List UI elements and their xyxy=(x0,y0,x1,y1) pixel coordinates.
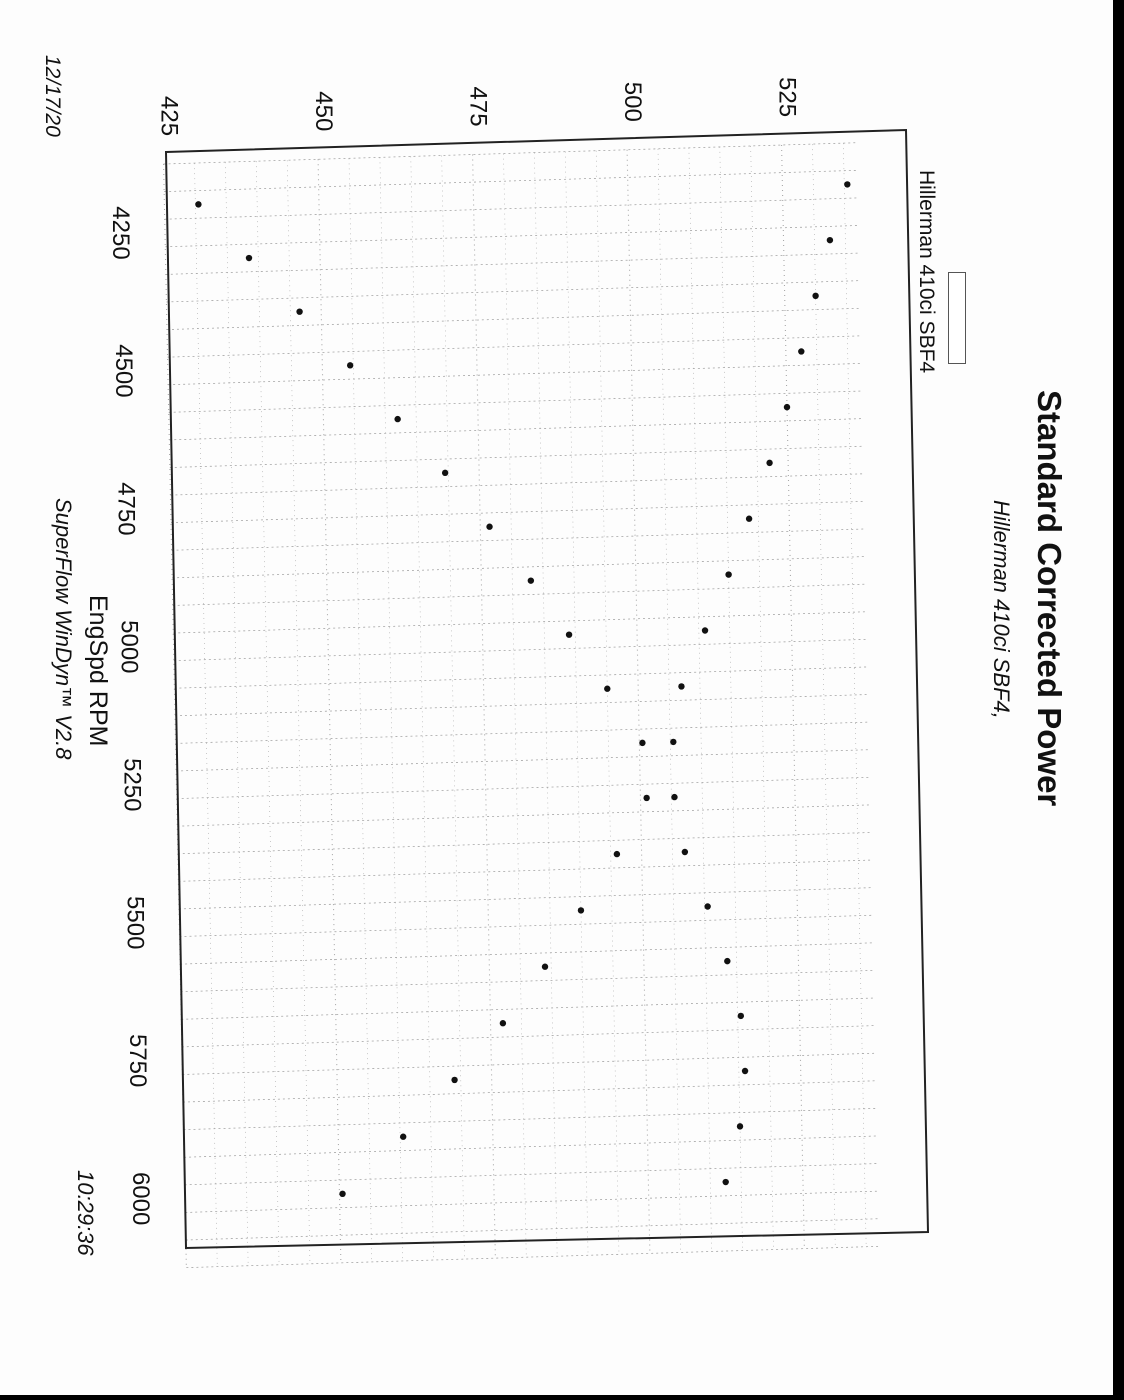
data-point-series-2 xyxy=(784,404,790,410)
data-point-series-1 xyxy=(442,470,448,476)
grid-line-rpm xyxy=(169,419,861,440)
grid-line-rpm xyxy=(180,943,872,964)
grid-line-rpm xyxy=(185,1164,877,1185)
grid-line-rpm xyxy=(178,832,870,853)
y-tick-label: 525 xyxy=(773,77,801,118)
grid-line-rpm xyxy=(176,750,868,771)
data-point-series-1 xyxy=(639,740,645,746)
grid-line-rpm xyxy=(182,1053,874,1074)
data-point-series-1 xyxy=(451,1077,457,1083)
data-point-series-2 xyxy=(812,293,818,299)
data-point-series-2 xyxy=(682,849,688,855)
grid-line-rpm xyxy=(177,777,869,798)
grid-line-rpm xyxy=(167,308,859,329)
x-tick-label: 5250 xyxy=(118,758,146,812)
data-point-series-2 xyxy=(723,1179,729,1185)
data-point-series-1 xyxy=(400,1134,406,1140)
x-axis-label: EngSpd RPM xyxy=(84,595,112,747)
data-point-series-1 xyxy=(394,416,400,422)
data-points xyxy=(195,181,850,1197)
axis-ticks xyxy=(107,77,801,1225)
grid-line-rpm xyxy=(172,529,864,550)
chart-title: Standard Corrected Power xyxy=(1031,390,1068,807)
print-date: 12/17/20 xyxy=(41,55,64,137)
grid-line-rpm xyxy=(177,805,869,826)
grid-line-rpm xyxy=(182,1026,874,1047)
data-point-series-1 xyxy=(195,201,201,207)
grid-line-rpm xyxy=(169,391,861,412)
grid-line-rpm xyxy=(186,1219,878,1240)
data-point-series-1 xyxy=(500,1020,506,1026)
data-point-series-1 xyxy=(542,964,548,970)
data-point-series-1 xyxy=(614,851,620,857)
data-point-series-2 xyxy=(827,237,833,243)
grid-line-rpm xyxy=(185,1191,877,1212)
grid-line-rpm xyxy=(173,612,865,633)
y-tick-label: 425 xyxy=(155,96,183,137)
grid-line-rpm xyxy=(178,860,870,881)
data-point-series-2 xyxy=(702,627,708,633)
grid-line-rpm xyxy=(164,143,856,164)
grid-line-rpm xyxy=(184,1136,876,1157)
data-point-series-1 xyxy=(566,631,572,637)
grid-line-rpm xyxy=(180,915,872,936)
grid-line-rpm xyxy=(181,998,873,1019)
grid-line-rpm xyxy=(166,281,858,302)
x-tick-label: 4250 xyxy=(107,206,134,260)
data-point-series-2 xyxy=(724,958,730,964)
x-tick-label: 5000 xyxy=(115,620,143,674)
data-point-series-1 xyxy=(604,686,610,692)
legend-swatch xyxy=(948,272,966,364)
grid-line-rpm xyxy=(174,667,866,688)
grid-line-rpm xyxy=(175,695,867,716)
chart-subtitle: Hillerman 410ci SBF4, xyxy=(989,500,1014,719)
data-point-series-1 xyxy=(486,524,492,530)
grid-line-rpm xyxy=(165,198,857,219)
grid-line-rpm xyxy=(165,226,857,247)
y-tick-label: 500 xyxy=(619,81,647,122)
grid-line-rpm xyxy=(168,336,860,357)
grid-line-rpm xyxy=(172,557,864,578)
grid-line-rpm xyxy=(170,446,862,467)
grid-line-rpm xyxy=(170,474,862,495)
data-point-series-2 xyxy=(844,181,850,187)
data-point-series-2 xyxy=(704,903,710,909)
data-point-series-1 xyxy=(347,362,353,368)
software-credit: SuperFlow WinDyn™ V2.8 xyxy=(51,498,76,760)
grid xyxy=(164,143,879,1268)
data-point-series-2 xyxy=(798,348,804,354)
data-point-series-2 xyxy=(671,794,677,800)
grid-line-rpm xyxy=(173,584,865,605)
grid-line-rpm xyxy=(184,1108,876,1129)
data-point-series-1 xyxy=(528,577,534,583)
x-tick-label: 5750 xyxy=(124,1034,152,1088)
x-tick-label: 6000 xyxy=(126,1171,154,1226)
data-point-series-1 xyxy=(296,308,302,314)
x-tick-label: 5500 xyxy=(121,896,149,950)
data-point-series-2 xyxy=(746,516,752,522)
legend-label: Hillerman 410ci SBF4 xyxy=(915,170,938,374)
grid-line-rpm xyxy=(164,170,856,191)
grid-line-rpm xyxy=(168,363,860,384)
data-point-series-2 xyxy=(737,1123,743,1129)
x-tick-label: 4500 xyxy=(109,344,137,398)
y-tick-label: 475 xyxy=(464,86,492,127)
data-point-series-2 xyxy=(678,683,684,689)
grid-line-rpm xyxy=(166,253,858,274)
grid-line-rpm xyxy=(171,501,863,522)
data-point-series-2 xyxy=(670,739,676,745)
data-point-series-1 xyxy=(578,907,584,913)
data-point-series-1 xyxy=(246,255,252,261)
data-point-series-2 xyxy=(738,1013,744,1019)
data-point-series-1 xyxy=(643,795,649,801)
data-point-series-1 xyxy=(339,1191,345,1197)
print-time: 10:29:36 xyxy=(73,1170,98,1256)
y-tick-label: 450 xyxy=(310,91,338,132)
grid-line-rpm xyxy=(181,970,873,991)
grid-line-rpm xyxy=(183,1081,875,1102)
data-point-series-2 xyxy=(725,571,731,577)
x-tick-label: 4750 xyxy=(112,482,140,536)
grid-line-rpm xyxy=(174,639,866,660)
grid-line-rpm xyxy=(179,888,871,909)
grid-line-rpm xyxy=(186,1246,878,1267)
data-point-series-2 xyxy=(766,460,772,466)
data-point-series-2 xyxy=(742,1068,748,1074)
grid-line-rpm xyxy=(176,722,868,743)
